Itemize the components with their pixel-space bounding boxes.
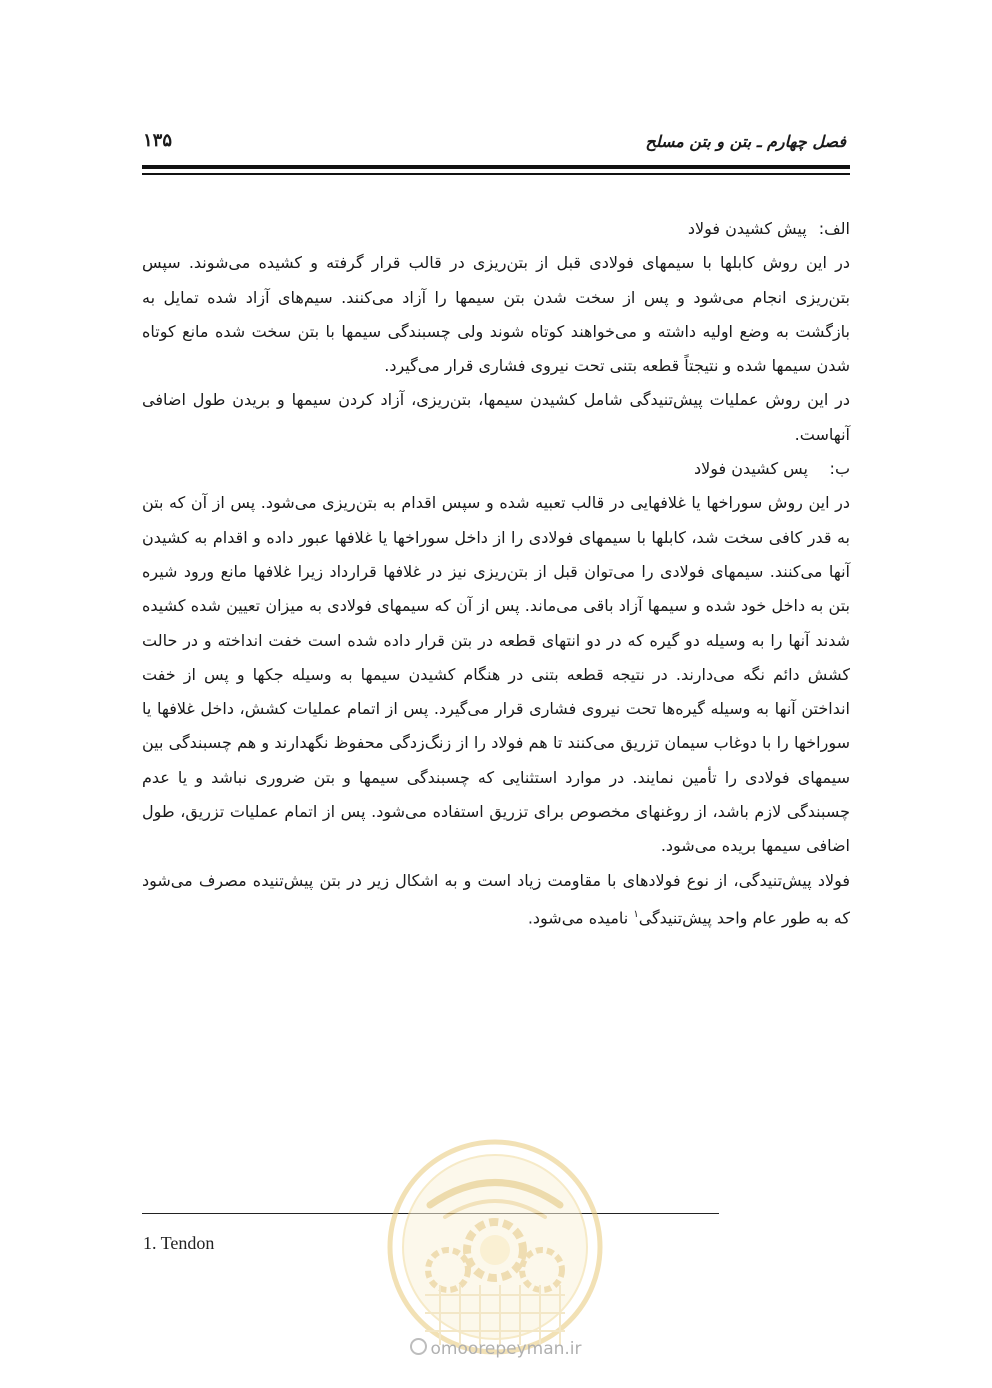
section-heading-pretensioning [142,212,850,246]
section-heading-posttensioning [142,452,850,486]
page-number: ۱۳۵ [143,130,173,151]
paragraph [142,864,850,936]
footnote: 1. Tendon [143,1233,215,1253]
paragraph-text: نامیده می‌شود. [527,908,629,928]
body-text [142,212,850,936]
header-rule-thick [142,165,850,169]
paragraph: در این روش کابلها با سیمهای فولادی قبل از بتن‌ریزی در قالب قرار گرفته و کشیده می‌شوند. سپس بتن‌ریزی انجام می‌شود و پس از سخت شدن بتن سیمها را آزاد می‌کنند. سیم‌های آزاد شده تمایل به بازگشت به وضع اولیه داشته و می‌خواهند کوتاه شوند ولی چسبندگی سیمها با بتن سخت شده مانع کوتاه شدن سیمها شده و نتیجتاً قطعه بتنی تحت نیروی فشاری قرار می‌گیرد. [142,253,850,376]
section-title: پیش کشیدن فولاد [687,219,807,238]
section-marker: الف: [818,219,850,238]
paragraph-text: فولاد پیش‌تنیدگی، از نوع فولادهای با مقاومت زیاد است و به اشکال زیر در بتن پیش‌تنیده مصرف می‌شود که به طور عام واحد پیش‌تنیدگی [142,870,850,928]
footnote-rule [142,1213,719,1214]
watermark-seal-icon [370,1135,620,1365]
footnote-reference: ۱ [633,908,639,920]
section-title: پس کشیدن فولاد [693,459,808,479]
header-rule-thin [142,173,850,175]
paragraph: در این روش سوراخها یا غلافهایی در قالب تعبیه شده و سپس اقدام به بتن‌ریزی می‌شود. پس از آن که بتن به قدر کافی سخت شد، کابلها با سیمهای فولادی را از داخل سوراخها یا غلافها عبور داده و اقدام به کشیدن آنها می‌کنند. سیمهای فولادی را می‌توان قبل از بتن‌ریزی نیز در غلافها قرارداد زیرا غلافها مانع ورود شیره بتن به داخل خود شده و سیمها آزاد باقی می‌ماند. پس از آن که سیمهای فولادی به میزان تعیین شده کشیده شدند آنها را به وسیله دو گیره که در دو انتهای قطعه در بتن قرار داده شده است خفت انداخته و در حالت کشش دائم نگه می‌دارند. در نتیجه قطعه بتنی در هنگام کشیدن سیمها به وسیله جکها و پس از خفت انداختن آنها به وسیله گیره‌ها تحت نیروی فشاری قرار می‌گیرد. پس از اتمام عملیات کشش، داخل غلافها یا سوراخها را با دوغاب سیمان تزریق می‌کنند تا هم فولاد را از زنگ‌زدگی محفوظ نگهدارند و هم چسبندگی بین سیمهای فولادی را تأمین نمایند. در موارد استثنایی که چسبندگی سیمها و بتن ضروری نباشد و یا عدم چسبندگی لازم باشد، از روغنهای مخصوص برای تزریق استفاده می‌شود. پس از اتمام عملیات تزریق، طول اضافی سیمها بریده می‌شود. [142,493,850,856]
paragraph: در این روش عملیات پیش‌تنیدگی شامل کشیدن سیمها، بتن‌ریزی، آزاد کردن سیمها و بریدن طول اضافی آنهاست. [142,390,850,444]
section-marker: ب: [829,459,850,479]
chapter-title: فصل چهارم ـ بتن و بتن مسلح [645,132,846,151]
watermark-text: omoorepeyman.ir [0,1338,992,1359]
globe-icon [410,1338,427,1355]
